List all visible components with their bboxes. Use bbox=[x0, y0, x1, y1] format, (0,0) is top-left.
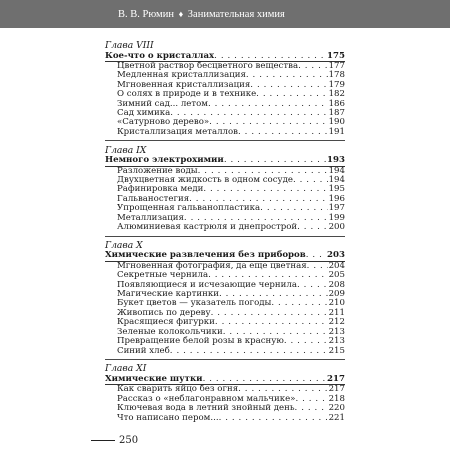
leader-dots bbox=[203, 185, 327, 194]
entry-page-number: 195 bbox=[328, 184, 345, 195]
entry-page-number: 217 bbox=[327, 373, 345, 384]
leader-dots bbox=[214, 52, 326, 61]
leader-dots bbox=[295, 395, 327, 404]
entry-page-number: 220 bbox=[328, 403, 345, 414]
chapter-label: Глава VIII bbox=[105, 40, 154, 51]
entry-page-number: 177 bbox=[328, 61, 345, 71]
entry-page-number: 179 bbox=[328, 79, 345, 90]
chapter-section bbox=[105, 140, 345, 232]
leader-dots bbox=[246, 71, 328, 80]
entry-title: Букет цветов — указатель погоды bbox=[117, 298, 272, 309]
entry-title: Цветной раствор бесцветного вещества bbox=[117, 61, 299, 71]
leader-dots bbox=[260, 204, 327, 213]
entry-title: Химические развлечения без приборов bbox=[105, 250, 306, 261]
entry-page-number: 217 bbox=[328, 384, 345, 395]
entry-title: Химические шутки bbox=[105, 373, 203, 384]
entry-title: «Сатурново дерево» bbox=[117, 117, 210, 128]
entry-title: Сад химика bbox=[117, 108, 171, 119]
chapter-section bbox=[105, 41, 345, 137]
footer-rule bbox=[91, 440, 115, 441]
entry-title: Мгновенная кристаллизация bbox=[117, 79, 251, 90]
entry-page-number: 182 bbox=[328, 89, 345, 100]
entry-title: Двухцветная жидкость в одном сосуде bbox=[117, 175, 293, 186]
header-separator-icon: ♦ bbox=[178, 9, 184, 19]
toc-entry[interactable] bbox=[105, 223, 345, 232]
chapter-section bbox=[105, 359, 345, 423]
entry-title: Разложение воды bbox=[117, 165, 198, 176]
entry-title: Ключевая вода в летний знойный день bbox=[117, 403, 295, 414]
chapter-label: Глава IX bbox=[105, 144, 147, 156]
leader-dots bbox=[293, 176, 328, 185]
header-author: В. В. Рюмин bbox=[118, 9, 174, 20]
leader-dots bbox=[256, 90, 327, 99]
entry-page-number: 194 bbox=[328, 175, 345, 186]
table-of-contents bbox=[105, 41, 345, 426]
entry-page-number: 205 bbox=[328, 270, 345, 281]
leader-dots bbox=[298, 62, 328, 71]
entry-page-number: 190 bbox=[328, 117, 345, 128]
page-footer bbox=[91, 435, 138, 446]
entry-title: Металлизация bbox=[117, 212, 184, 223]
entry-page-number: 178 bbox=[328, 70, 345, 81]
entry-page-number: 215 bbox=[328, 345, 345, 356]
entry-title: Секретные чернила bbox=[117, 270, 209, 281]
leader-dots bbox=[238, 128, 328, 137]
entry-page-number: 213 bbox=[328, 326, 345, 337]
entry-title: Что написано пером... bbox=[117, 412, 219, 423]
page-number: 250 bbox=[119, 435, 139, 446]
entry-title: Упрощенная гальванопластика bbox=[117, 203, 261, 214]
chapter-label: Глава X bbox=[105, 239, 143, 251]
leader-dots bbox=[284, 337, 328, 346]
entry-page-number: 199 bbox=[328, 212, 345, 223]
entry-page-number: 197 bbox=[328, 203, 345, 214]
entry-page-number: 196 bbox=[328, 193, 345, 204]
entry-page-number: 193 bbox=[327, 155, 345, 166]
header-book-title: Занимательная химия bbox=[187, 9, 285, 20]
entry-title: Медленная кристаллизация bbox=[117, 70, 246, 81]
leader-dots bbox=[170, 347, 328, 356]
entry-title: Превращение белой розы в красную bbox=[117, 336, 284, 347]
entry-title: Красящиеся фигурки bbox=[117, 317, 215, 328]
chapter-section bbox=[105, 236, 345, 356]
entry-title: Рассказ о «неблагонравном мальчике» bbox=[117, 393, 296, 404]
entry-page-number: 175 bbox=[327, 50, 345, 61]
leader-dots bbox=[224, 156, 326, 165]
entry-title: Немного электрохимии bbox=[105, 155, 224, 166]
entry-page-number: 187 bbox=[328, 108, 345, 119]
chapter-label: Глава XI bbox=[105, 363, 147, 375]
entry-page-number: 191 bbox=[328, 126, 345, 137]
entry-title: Синий хлеб bbox=[117, 345, 170, 356]
entry-title: Рафинировка меди bbox=[117, 184, 204, 195]
leader-dots bbox=[295, 404, 328, 413]
entry-title: Появляющиеся и исчезающие чернила bbox=[117, 279, 297, 290]
entry-page-number: 209 bbox=[328, 289, 345, 300]
leader-dots bbox=[203, 375, 326, 384]
leader-dots bbox=[215, 318, 328, 327]
entry-page-number: 221 bbox=[328, 412, 345, 423]
entry-page-number: 208 bbox=[328, 279, 345, 290]
entry-title: Зеленые колокольчики bbox=[117, 326, 223, 337]
entry-title: Кристаллизация металлов bbox=[117, 126, 239, 137]
leader-dots bbox=[208, 100, 328, 109]
entry-page-number: 213 bbox=[328, 336, 345, 347]
leader-dots bbox=[211, 309, 328, 318]
entry-page-number: 203 bbox=[327, 250, 345, 261]
toc-entry[interactable] bbox=[105, 414, 345, 423]
running-header bbox=[0, 0, 450, 28]
leader-dots bbox=[219, 414, 328, 423]
entry-title: Алюминиевая кастрюля и днепрострой bbox=[117, 222, 298, 233]
entry-page-number: 200 bbox=[328, 222, 345, 233]
entry-title: Зимний сад... летом bbox=[117, 98, 208, 109]
leader-dots bbox=[297, 223, 327, 232]
entry-title: Гальваностегия bbox=[117, 193, 190, 204]
leader-dots bbox=[307, 262, 328, 271]
entry-page-number: 212 bbox=[328, 317, 345, 328]
entry-title: Как сварить яйцо без огня bbox=[117, 384, 239, 395]
entry-title: О солях в природе и в технике bbox=[117, 89, 257, 100]
entry-page-number: 194 bbox=[328, 165, 345, 176]
leader-dots bbox=[297, 281, 328, 290]
entry-page-number: 211 bbox=[328, 307, 345, 318]
toc-entry[interactable] bbox=[105, 347, 345, 356]
entry-title: Магические картинки bbox=[117, 289, 219, 300]
entry-title: Живопись по дереву bbox=[117, 307, 211, 318]
toc-entry[interactable] bbox=[105, 128, 345, 137]
entry-title: Мгновенная фотография, да еще цветная bbox=[117, 260, 307, 271]
entry-page-number: 186 bbox=[328, 98, 345, 109]
leader-dots bbox=[306, 251, 326, 260]
entry-page-number: 218 bbox=[328, 393, 345, 404]
entry-title: Кое-что о кристаллах bbox=[105, 50, 215, 61]
entry-page-number: 210 bbox=[328, 298, 345, 309]
leader-dots bbox=[250, 81, 327, 90]
leader-dots bbox=[271, 299, 327, 308]
entry-page-number: 204 bbox=[328, 260, 345, 271]
